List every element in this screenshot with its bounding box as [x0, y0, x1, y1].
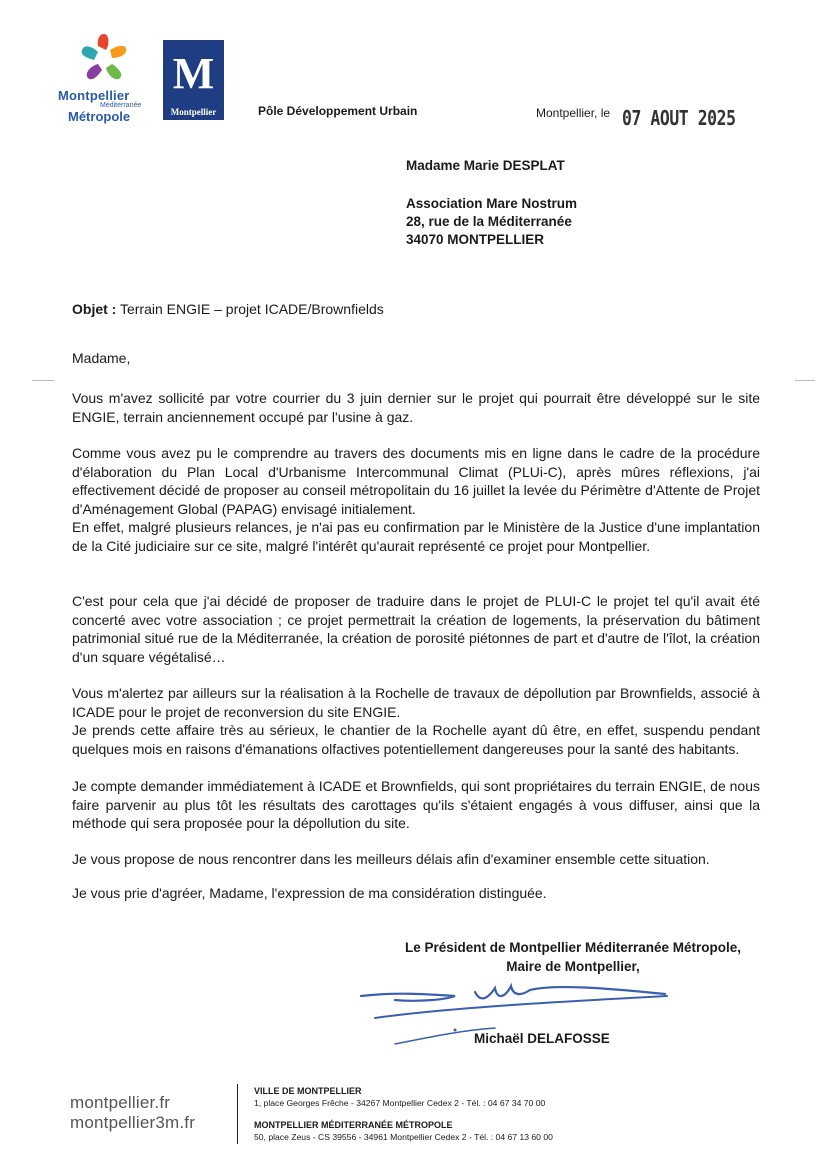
- signer-name: Michaël DELAFOSSE: [474, 1031, 610, 1046]
- recipient-street: 28, rue de la Méditerranée: [406, 214, 572, 229]
- service-name: Pôle Développement Urbain: [258, 104, 418, 118]
- subject-text: Terrain ENGIE – projet ICADE/Brownfields: [119, 301, 384, 317]
- paragraph: C'est pour cela que j'ai décidé de proposer de traduire dans le projet de PLUI-C le projet tel qu'il avait été concerté avec votre association ; ce projet permettrait la création de logements, la préservation du bâtiment patrimonial situé rue de la Méditerranée, la création de porosité piétonnes de part et d'autre de l'îlot, la création d'un square végétalisé…: [72, 593, 760, 665]
- scan-mark: [795, 380, 815, 381]
- footer-divider: [237, 1084, 238, 1144]
- footer-ville-title: VILLE DE MONTPELLIER: [254, 1086, 362, 1096]
- paragraph: Vous m'avez sollicité par votre courrier du 3 juin dernier sur le projet qui pourrait être développé sur le site ENGIE, terrain anciennement occupé par l'usine à gaz.: [72, 390, 760, 425]
- place-label: Montpellier, le: [536, 106, 611, 120]
- metropole-logo-line3: Métropole: [68, 109, 131, 124]
- ville-logo: [163, 40, 224, 120]
- metropole-logo-line1: Montpellier: [58, 88, 130, 103]
- recipient-name: Madame Marie DESPLAT: [406, 158, 565, 173]
- paragraph: Vous m'alertez par ailleurs sur la réalisation à la Rochelle de travaux de dépollution par Brownfields, associé à ICADE pour le projet de reconversion du site ENGIE.: [72, 685, 760, 720]
- footer-metropole-address: 50, place Zeus - CS 39556 - 34961 Montpellier Cedex 2 - Tél. : 04 67 13 60 00: [254, 1132, 553, 1142]
- signature-title-2: Maire de Montpellier,: [506, 959, 640, 974]
- scan-mark: [32, 380, 54, 381]
- paragraph: En effet, malgré plusieurs relances, je n'ai pas eu confirmation par le Ministère de la Justice d'une implantation de la Cité judiciaire sur ce site, malgré l'intérêt qu'aurait représenté ce projet pour Montpellier.: [72, 519, 760, 554]
- paragraph: Je vous propose de nous rencontrer dans les meilleurs délais afin d'examiner ensemble cette situation.: [72, 851, 710, 867]
- salutation: Madame,: [72, 350, 131, 366]
- metropole-logo-line2: Méditerranée: [100, 102, 142, 109]
- paragraph: Je prends cette affaire très au sérieux, le chantier de la Rochelle ayant dû être, en effet, suspendu pendant quelques mois en raisons d'émanations olfactives potentiellement dangereuses pour la santé des habitants.: [72, 722, 760, 757]
- ville-logo-caption: Montpellier: [170, 107, 217, 117]
- ville-logo-letter: M: [172, 49, 215, 98]
- footer-metropole-title: MONTPELLIER MÉDITERRANÉE MÉTROPOLE: [254, 1120, 453, 1130]
- date-stamp: 07 AOUT 2025: [622, 106, 736, 130]
- paragraph: Je compte demander immédiatement à ICADE et Brownfields, qui sont propriétaires du terrain ENGIE, de nous faire parvenir au plus tôt les résultats des carottages qu'ils s'étaient engagés à vous diffuser, ainsi que la méthode qui sera proposée pour la dépollution du site.: [72, 778, 760, 831]
- paragraph: Comme vous avez pu le comprendre au travers des documents mis en ligne dans le cadre de la procédure d'élaboration du Plan Local d'Urbanisme Intercommunal Climat (PLUi-C), après mûres réflexions, j'ai effectivement décidé de proposer au conseil métropolitain du 16 juillet la levée du Périmètre d'Attente de Projet d'Aménagement Global (PAPAG) envisagé initialement.: [72, 445, 760, 517]
- paragraph: Je vous prie d'agréer, Madame, l'expression de ma considération distinguée.: [72, 885, 547, 901]
- signature-title-1: Le Président de Montpellier Méditerranée Métropole,: [404, 940, 742, 955]
- recipient-city: 34070 MONTPELLIER: [406, 232, 545, 247]
- metropole-logo: [52, 30, 162, 125]
- footer-ville-address: 1, place Georges Frêche - 34267 Montpellier Cedex 2 - Tél. : 04 67 34 70 00: [254, 1098, 546, 1108]
- recipient-org: Association Mare Nostrum: [406, 196, 578, 211]
- star-flower-icon: [76, 30, 132, 86]
- subject-label: Objet :: [72, 301, 117, 317]
- website-link-metropole[interactable]: montpellier3m.fr: [70, 1113, 196, 1132]
- website-link-ville[interactable]: montpellier.fr: [70, 1093, 171, 1112]
- subject-line: [72, 301, 384, 317]
